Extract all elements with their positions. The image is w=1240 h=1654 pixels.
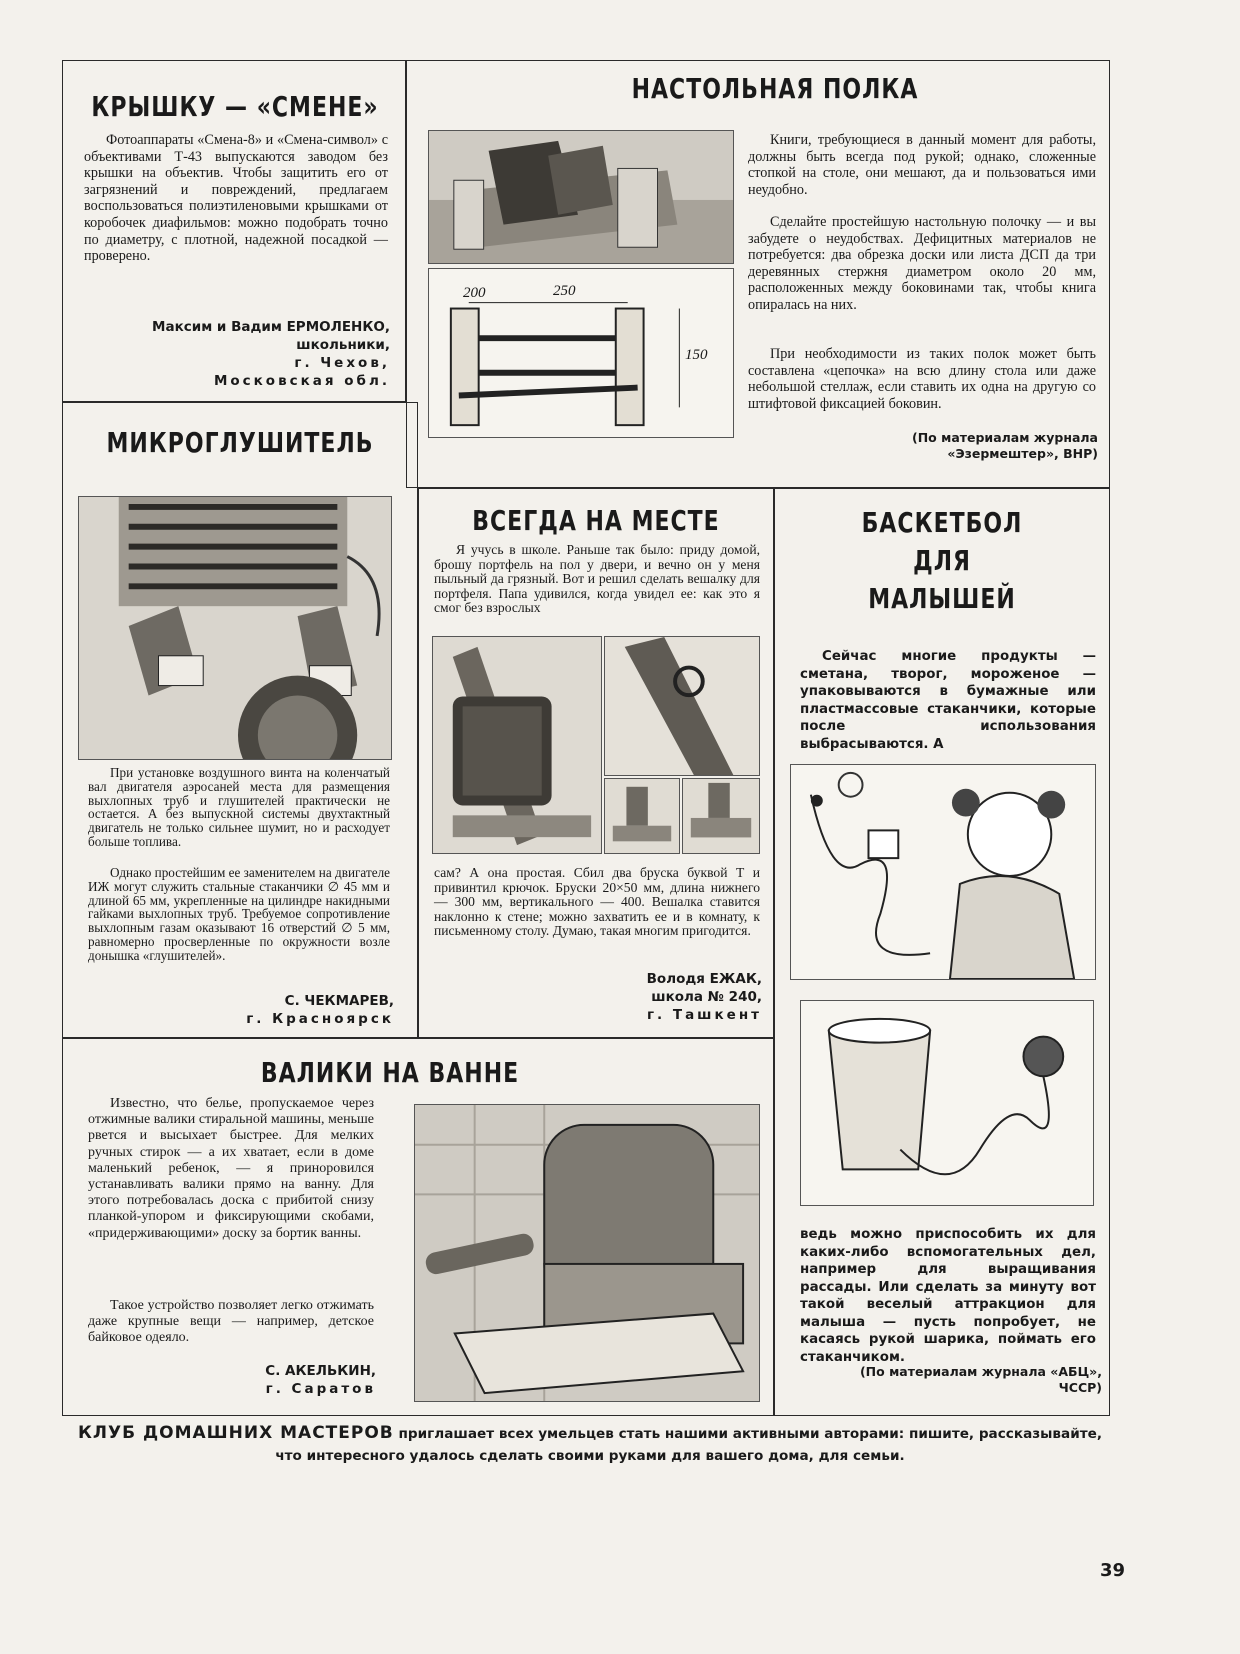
article-para-basket-1: Сейчас многие продукты — сметана, творог, мороженое — упаковываются в бумажные или пластмассовые стаканчики, которые после использования выбрасываются. А: [800, 649, 1096, 752]
author-region: Московская обл.: [213, 373, 390, 389]
drawing-cup-and-ball: [800, 1000, 1094, 1206]
author-city: г. Красноярск: [246, 1011, 394, 1027]
article-para-vsegda-1: Я учусь в школе. Раньше так было: приду домой, брошу портфель на пол у двери, и вечно он у меня пыльный да грязный. Вот и решил сделать вешалку для портфеля. Папа удивился, когда увидел ее: как это я смог без взрослых: [434, 542, 760, 616]
dimension-200: 200: [463, 285, 486, 301]
source-note-polka: (По материалам журнала «Эзермештер», ВНР): [912, 430, 1098, 461]
author-city: г. Чехов,: [294, 355, 390, 371]
author-city: г. Саратов: [265, 1381, 376, 1397]
photo-engine-cylinder: [78, 496, 392, 760]
article-para-mikro-1: При установке воздушного винта на коленчатый вал двигателя аэросаней места для размещения выхлопных труб и глушителей практически не остается. А без выпускной системы двухтактный двигатель не только сильнее шумит, но и расходует больше топлива.: [88, 765, 390, 849]
author-role: школьники,: [296, 337, 390, 353]
photo-wringer-on-bathtub: [414, 1104, 760, 1402]
source-note-basket: (По материалам журнала «АБЦ», ЧССР): [859, 1364, 1102, 1395]
dimension-150: 150: [685, 347, 708, 363]
club-footer: [70, 1422, 1110, 1467]
article-para-polka-1: Книги, требующиеся в данный момент для работы, должны быть всегда под рукой; однако, сложенные стопкой на столе, они мешают, да и пользоваться ими неудобно.: [748, 132, 1096, 198]
photo-bag-hanger-main: [432, 636, 602, 854]
drawing-girl-with-cup: [790, 764, 1096, 980]
author-name: С. АКЕЛЬКИН,: [265, 1363, 376, 1379]
photo-hanger-joint-1: [604, 778, 680, 854]
author-signature-mikro: [120, 992, 394, 1028]
article-para-polka-3: При необходимости из таких полок может быть составлена «цепочка» на всю длину стола или даже небольшой стеллаж, если ставить их одна на другую со штифтовой фиксацией боковин.: [748, 346, 1096, 412]
author-school: школа № 240,: [651, 989, 762, 1005]
article-para-valiki-1: Известно, что белье, пропускаемое через отжимные валики стиральной машины, меньше рвется и высыхает быстрее. Для мелких ручных стирок — а их хватает, если в доме маленький ребенок, — я приноровился устанавливать валики прямо на ванну. Для этого потребовалась доска с прибитой снизу планкой-упором и фиксирующими скобами, «придерживающими» доску за бортик ванны.: [88, 1096, 374, 1241]
article-para-polka-2: Сделайте простейшую настольную полочку — и вы забудете о неудобствах. Дефицитных материалов не потребуется: два обрезка доски или листа ДСП да три деревянных стержня диаметром около 20 мм, расположенных между боковинами так, чтобы книга опиралась на них.: [748, 214, 1096, 313]
drawing-bookshelf-dimensions: [428, 268, 734, 438]
footer-line-1: [70, 1422, 1110, 1445]
photo-hanger-joint-2: [682, 778, 760, 854]
photo-hanger-hook: [604, 636, 760, 776]
footer-invitation: приглашает всех умельцев стать нашими активными авторами: пишите, рассказывайте,: [398, 1426, 1102, 1442]
article-title-basket-line3: МАЛЫШЕЙ: [868, 584, 1016, 616]
club-name: КЛУБ ДОМАШНИХ МАСТЕРОВ: [77, 1423, 394, 1443]
author-city: г. Ташкент: [646, 1007, 762, 1023]
author-name: Володя ЕЖАК,: [646, 971, 762, 987]
author-signature-valiki: [130, 1362, 376, 1398]
article-title-mikro: МИКРОГЛУШИТЕЛЬ: [106, 428, 374, 460]
article-title-basket-line2: ДЛЯ: [913, 546, 971, 578]
article-para-mikro-2: Однако простейшим ее заменителем на двигателе ИЖ могут служить стальные стаканчики ∅ 45 мм и длиной 65 мм, укрепленные на цилиндре накидными гайками выхлопных труб. Требуемое сопротивление выхлопным газам оказывают 16 отверстий ∅ 5 мм, равномерно просверленные по окружности возле донышка «глушителей».: [88, 865, 390, 963]
article-title-basket-line1: БАСКЕТБОЛ: [861, 508, 1023, 540]
author-name: Максим и Вадим ЕРМОЛЕНКО,: [152, 319, 390, 335]
author-name: С. ЧЕКМАРЕВ,: [284, 993, 394, 1009]
article-title-valiki: ВАЛИКИ НА ВАННЕ: [260, 1058, 520, 1090]
dimension-250: 250: [553, 283, 576, 299]
article-title-vsegda: ВСЕГДА НА МЕСТЕ: [472, 506, 720, 538]
footer-line-2: что интересного удалось сделать своими руками для вашего дома, для семьи.: [275, 1448, 905, 1464]
article-para-valiki-2: Такое устройство позволяет легко отжимать даже крупные вещи — например, детское байковое одеяло.: [88, 1298, 374, 1346]
photo-bookshelf: [428, 130, 734, 264]
page-number: 39: [1100, 1560, 1126, 1581]
article-title-krishka: КРЫШКУ — «СМЕНЕ»: [91, 92, 379, 124]
article-title-polka: НАСТОЛЬНАЯ ПОЛКА: [631, 74, 919, 106]
article-body-krishka: Фотоаппараты «Смена-8» и «Смена-символ» с объективами Т-43 выпускаются заводом без крышки на объектив. Чтобы защитить его от загрязнений и повреждений, предлагаем воспользоваться полиэтиленовыми крышками от коробочек диафильмов: можно подобрать точно по диаметру, с плотной, надежной посадкой — проверено.: [84, 132, 388, 265]
author-signature-krishka: [100, 318, 390, 390]
author-signature-vsegda: [560, 970, 762, 1024]
article-para-basket-2: ведь можно приспособить их для каких-либо вспомогательных дел, например для выращивания рассады. Или сделать за минуту вот такой веселый аттракцион для малыша — пусть попробует, не касаясь рукой шарика, поймать его стаканчиком.: [800, 1227, 1096, 1365]
article-para-vsegda-2: сам? А она простая. Сбил два бруска буквой Т и привинтил крючок. Бруски 20×50 мм, длина нижнего — 300 мм, вертикального — 400. Вешалка ставится наклонно к стене; можно захватить ее и в комнату, к письменному столу. Думаю, такая многим пригодится.: [434, 865, 760, 939]
